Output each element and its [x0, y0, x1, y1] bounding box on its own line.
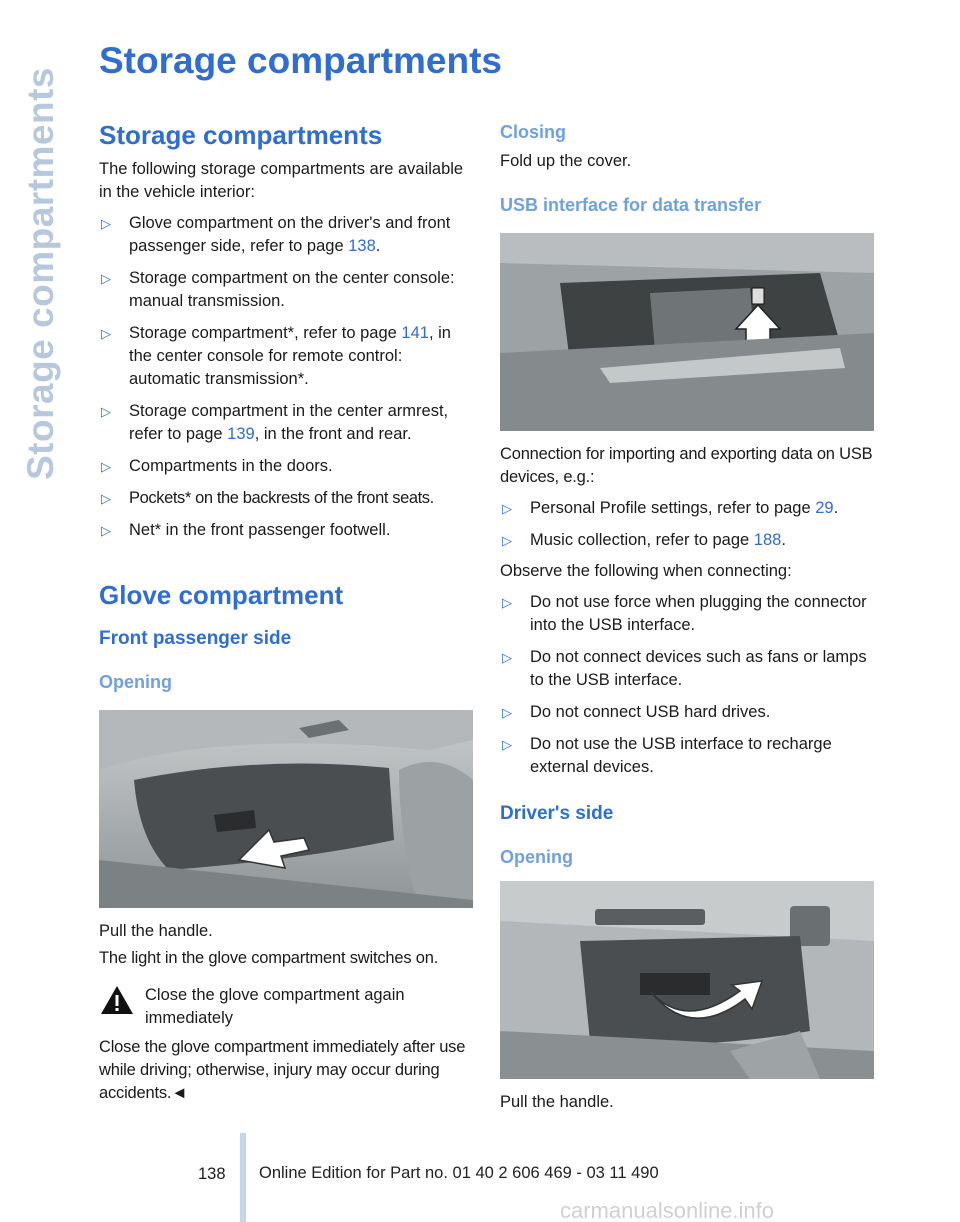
usb-interface-figure [500, 233, 874, 431]
list-item: ▷ Compartments in the doors. [99, 455, 473, 478]
usb-illustration [500, 233, 874, 431]
pull-handle-text: Pull the handle. [99, 922, 213, 940]
bullet-triangle-icon: ▷ [101, 404, 111, 419]
list-item: ▷ Do not use the USB interface to recharge external devices. [502, 735, 832, 776]
glove-box-driver-figure [500, 881, 874, 1079]
light-text: The light in the glove compartment switches on. [99, 949, 439, 967]
footer-divider [240, 1133, 246, 1222]
list-item: ▷ Glove compartment on the driver's and front passenger side, refer to page 138. [101, 214, 451, 255]
page-link[interactable]: 138 [348, 237, 376, 255]
list-item: ▷ Storage compartment*, refer to page 141, in the center console for remote control: automatic transmission*. [101, 324, 451, 388]
intro-text: The following storage compartments are available in the vehicle interior: [99, 160, 464, 201]
list-item: ▷ Do not connect USB hard drives. [500, 701, 874, 724]
opening-heading-driver: Opening [500, 847, 573, 867]
list-item: ▷ Net* in the front passenger footwell. [99, 519, 473, 542]
usb-list [500, 497, 874, 552]
page-link[interactable]: 139 [227, 425, 255, 443]
page-title: Storage compartments [99, 40, 502, 81]
bullet-triangle-icon: ▷ [101, 271, 111, 286]
bullet-triangle-icon: ▷ [502, 533, 512, 548]
list-item: ▷ Personal Profile settings, refer to page 29. [500, 497, 874, 520]
usb-intro-text: Connection for importing and exporting data on USB devices, e.g.: [500, 445, 873, 486]
opening-heading: Opening [99, 672, 172, 692]
list-item: ▷ Do not use force when plugging the connector into the USB interface. [502, 593, 867, 634]
bullet-triangle-icon: ▷ [101, 491, 111, 506]
warning-body: Close the glove compartment immediately after use while driving; otherwise, injury may occur during accidents.◄ [99, 1038, 466, 1102]
glove-box-illustration [99, 710, 473, 908]
bullet-triangle-icon: ▷ [502, 595, 512, 610]
page-link[interactable]: 141 [401, 324, 429, 342]
side-chapter-label: Storage compartments [20, 67, 61, 480]
bullet-triangle-icon: ▷ [101, 459, 111, 474]
edition-text: Online Edition for Part no. 01 40 2 606 469 - 03 11 490 [259, 1164, 659, 1182]
page-number: 138 [198, 1165, 226, 1183]
observe-list [500, 591, 874, 779]
bullet-triangle-icon: ▷ [502, 737, 512, 752]
front-passenger-heading: Front passenger side [99, 628, 292, 649]
closing-text: Fold up the cover. [500, 152, 632, 170]
storage-list [99, 212, 473, 542]
bullet-triangle-icon: ▷ [502, 501, 512, 516]
list-item: ▷ Storage compartment in the center armrest, refer to page 139, in the front and rear. [101, 402, 449, 443]
list-item: ▷ Pockets* on the backrests of the front seats. [99, 487, 473, 510]
glove-box-passenger-figure [99, 710, 473, 908]
warning-title: Close the glove compartment again immediately [145, 986, 405, 1027]
bullet-triangle-icon: ▷ [502, 650, 512, 665]
bullet-triangle-icon: ▷ [502, 705, 512, 720]
list-item: ▷ Do not connect devices such as fans or lamps to the USB interface. [502, 648, 867, 689]
warning-triangle-icon [99, 984, 135, 1016]
left-column [99, 118, 473, 1105]
drivers-side-heading: Driver's side [500, 803, 614, 824]
page-link[interactable]: 188 [753, 531, 782, 549]
list-item: ▷ Storage compartment on the center console: manual transmission. [101, 269, 455, 310]
section-heading-storage: Storage compartments [99, 120, 383, 150]
closing-heading: Closing [500, 122, 566, 142]
side-chapter-tab [20, 40, 64, 480]
watermark-text: carmanualsonline.info [560, 1198, 775, 1222]
pull-handle-text-driver: Pull the handle. [500, 1093, 614, 1111]
right-column [500, 118, 874, 1114]
glove-compartment-heading: Glove compartment [99, 580, 344, 610]
bullet-triangle-icon: ▷ [101, 326, 111, 341]
driver-glove-box-illustration [500, 881, 874, 1079]
observe-text: Observe the following when connecting: [500, 562, 792, 580]
page-link[interactable]: 29 [815, 499, 834, 517]
bullet-triangle-icon: ▷ [101, 523, 111, 538]
warning-box [99, 984, 473, 1030]
bullet-triangle-icon: ▷ [101, 216, 111, 231]
usb-heading: USB interface for data transfer [500, 195, 762, 215]
list-item: ▷ Music collection, refer to page 188. [500, 529, 874, 552]
